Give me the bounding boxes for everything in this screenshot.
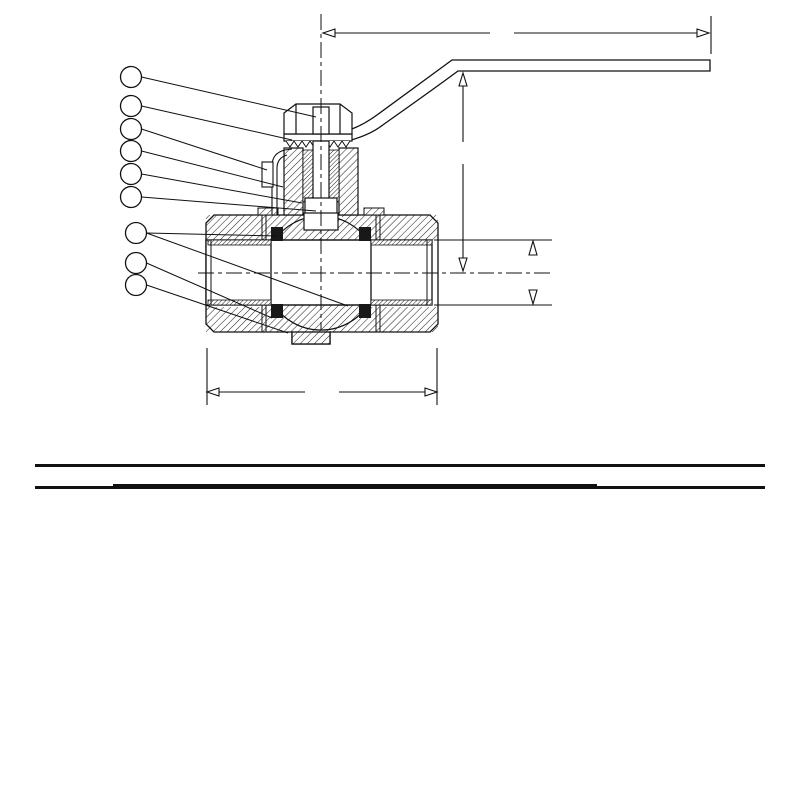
dimensions-table bbox=[35, 437, 765, 495]
callout-8 bbox=[121, 96, 293, 141]
dimensions-group-header bbox=[113, 469, 597, 486]
callout-6 bbox=[121, 141, 284, 188]
packing bbox=[329, 150, 339, 202]
packing bbox=[303, 150, 313, 202]
seat bbox=[359, 227, 371, 241]
dim-c bbox=[323, 16, 711, 54]
seat bbox=[271, 304, 283, 318]
seat bbox=[271, 227, 283, 241]
seat bbox=[359, 304, 371, 318]
callout-9 bbox=[121, 67, 317, 118]
callout-7 bbox=[121, 119, 268, 171]
dim-b bbox=[459, 73, 467, 271]
handle-lever bbox=[342, 60, 710, 142]
units-rule bbox=[35, 486, 765, 489]
table-title bbox=[35, 437, 765, 461]
title-rule bbox=[35, 464, 765, 467]
dim-a bbox=[207, 348, 437, 405]
